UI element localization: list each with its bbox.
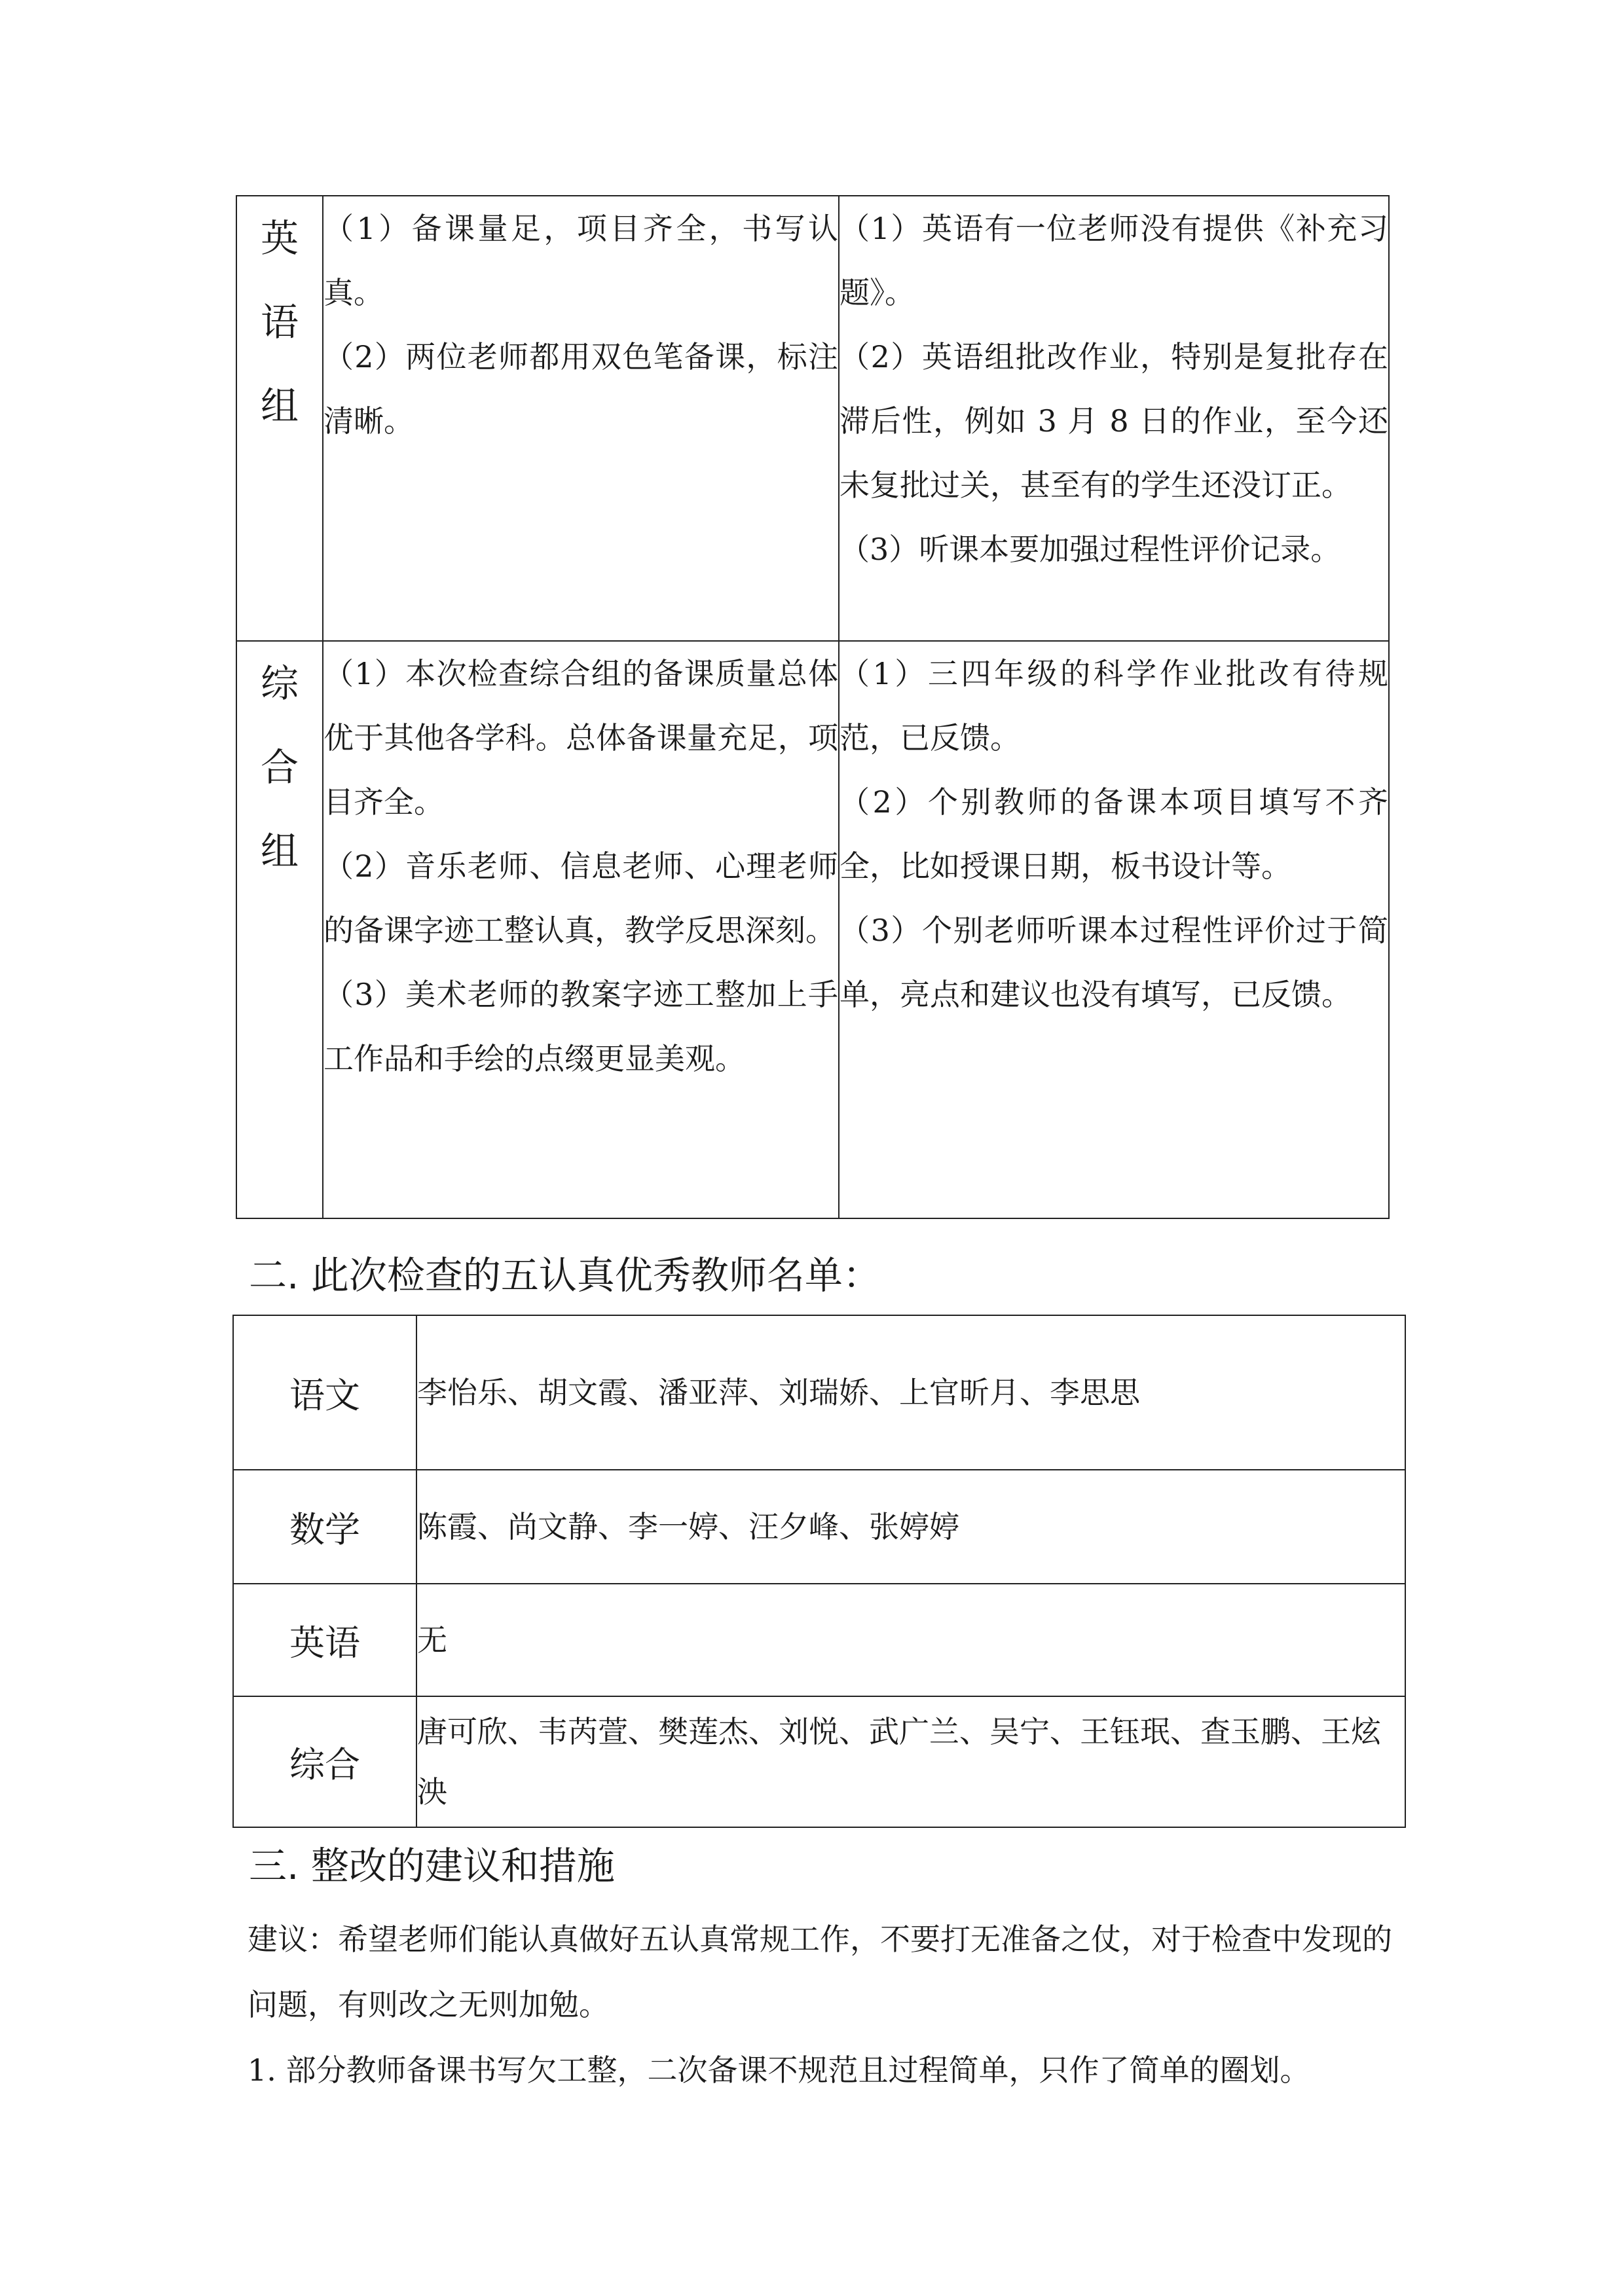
subject-label: 综合: [233, 1696, 416, 1827]
subject-label: 英语: [233, 1584, 416, 1696]
teachers-row: [233, 1470, 1405, 1584]
teacher-names: 唐可欣、韦芮萱、樊莲杰、刘悦、武广兰、吴宁、王钰珉、查玉鹏、王炫泱: [416, 1696, 1405, 1827]
findings-row-english: [236, 196, 1389, 641]
teacher-names: 李怡乐、胡文霞、潘亚萍、刘瑞娇、上官昕月、李思思: [416, 1315, 1405, 1470]
group-label-char: 综: [260, 661, 299, 706]
subject-label: 语文: [233, 1315, 416, 1470]
group-label-char: 英: [260, 216, 299, 261]
problems-cell-comprehensive: [839, 641, 1389, 1218]
problem-item: （2）个别教师的备课本项目填写不齐全，比如授课日期，板书设计等。: [840, 784, 1388, 884]
strength-item: （1）备课量足，项目齐全，书写认真。: [323, 211, 838, 310]
problem-item: （2）英语组批改作业，特别是复批存在滞后性，例如 3 月 8 日的作业，至今还未复批过关，甚至有的学生还没订正。: [840, 339, 1388, 503]
excellent-teachers-table: [232, 1315, 1406, 1828]
section-3-heading: 三. 整改的建议和措施: [249, 1844, 615, 1888]
teacher-names: 陈霞、尚文静、李一婷、汪夕峰、张婷婷: [416, 1470, 1405, 1584]
measure-item-1: 1. 部分教师备课书写欠工整，二次备课不规范且过程简单，只作了简单的圈划。: [248, 2052, 1310, 2088]
teacher-names: 无: [416, 1584, 1405, 1696]
strength-item: （2）两位老师都用双色笔备课，标注清晰。: [323, 339, 838, 439]
problem-item: （1）三四年级的科学作业批改有待规范，已反馈。: [840, 656, 1388, 756]
problem-item: （1）英语有一位老师没有提供《补充习题》。: [840, 211, 1388, 310]
strengths-cell-comprehensive: [323, 641, 839, 1218]
findings-row-comprehensive: [236, 641, 1389, 1218]
group-label-english: [236, 196, 323, 641]
group-label-char: 合: [260, 745, 299, 790]
teachers-row: [233, 1315, 1405, 1470]
strength-item: （1）本次检查综合组的备课质量总体优于其他各学科。总体备课量充足，项目齐全。: [323, 656, 838, 820]
problem-item: （3）个别老师听课本过程性评价过于简单，亮点和建议也没有填写，已反馈。: [840, 913, 1388, 1012]
problem-item: （3）听课本要加强过程性评价记录。: [840, 532, 1341, 567]
teachers-row: [233, 1696, 1405, 1827]
section-2-heading: 二. 此次检查的五认真优秀教师名单：: [249, 1253, 881, 1298]
strength-item: （2）音乐老师、信息老师、心理老师的备课字迹工整认真，教学反思深刻。: [323, 848, 838, 948]
subject-label: 数学: [233, 1470, 416, 1584]
teachers-row: [233, 1584, 1405, 1696]
suggestion-paragraph: 建议：希望老师们能认真做好五认真常规工作，不要打无准备之仗，对于检查中发现的问题，有则改之无则加勉。: [248, 1922, 1392, 2022]
problems-cell-english: [839, 196, 1389, 641]
strengths-cell-english: [323, 196, 839, 641]
group-label-char: 组: [260, 829, 299, 873]
findings-table: [236, 195, 1390, 1219]
strength-item: （3）美术老师的教案字迹工整加上手工作品和手绘的点缀更显美观。: [323, 977, 838, 1076]
group-label-char: 语: [260, 300, 299, 344]
group-label-char: 组: [260, 384, 299, 428]
group-label-comprehensive: [236, 641, 323, 1218]
